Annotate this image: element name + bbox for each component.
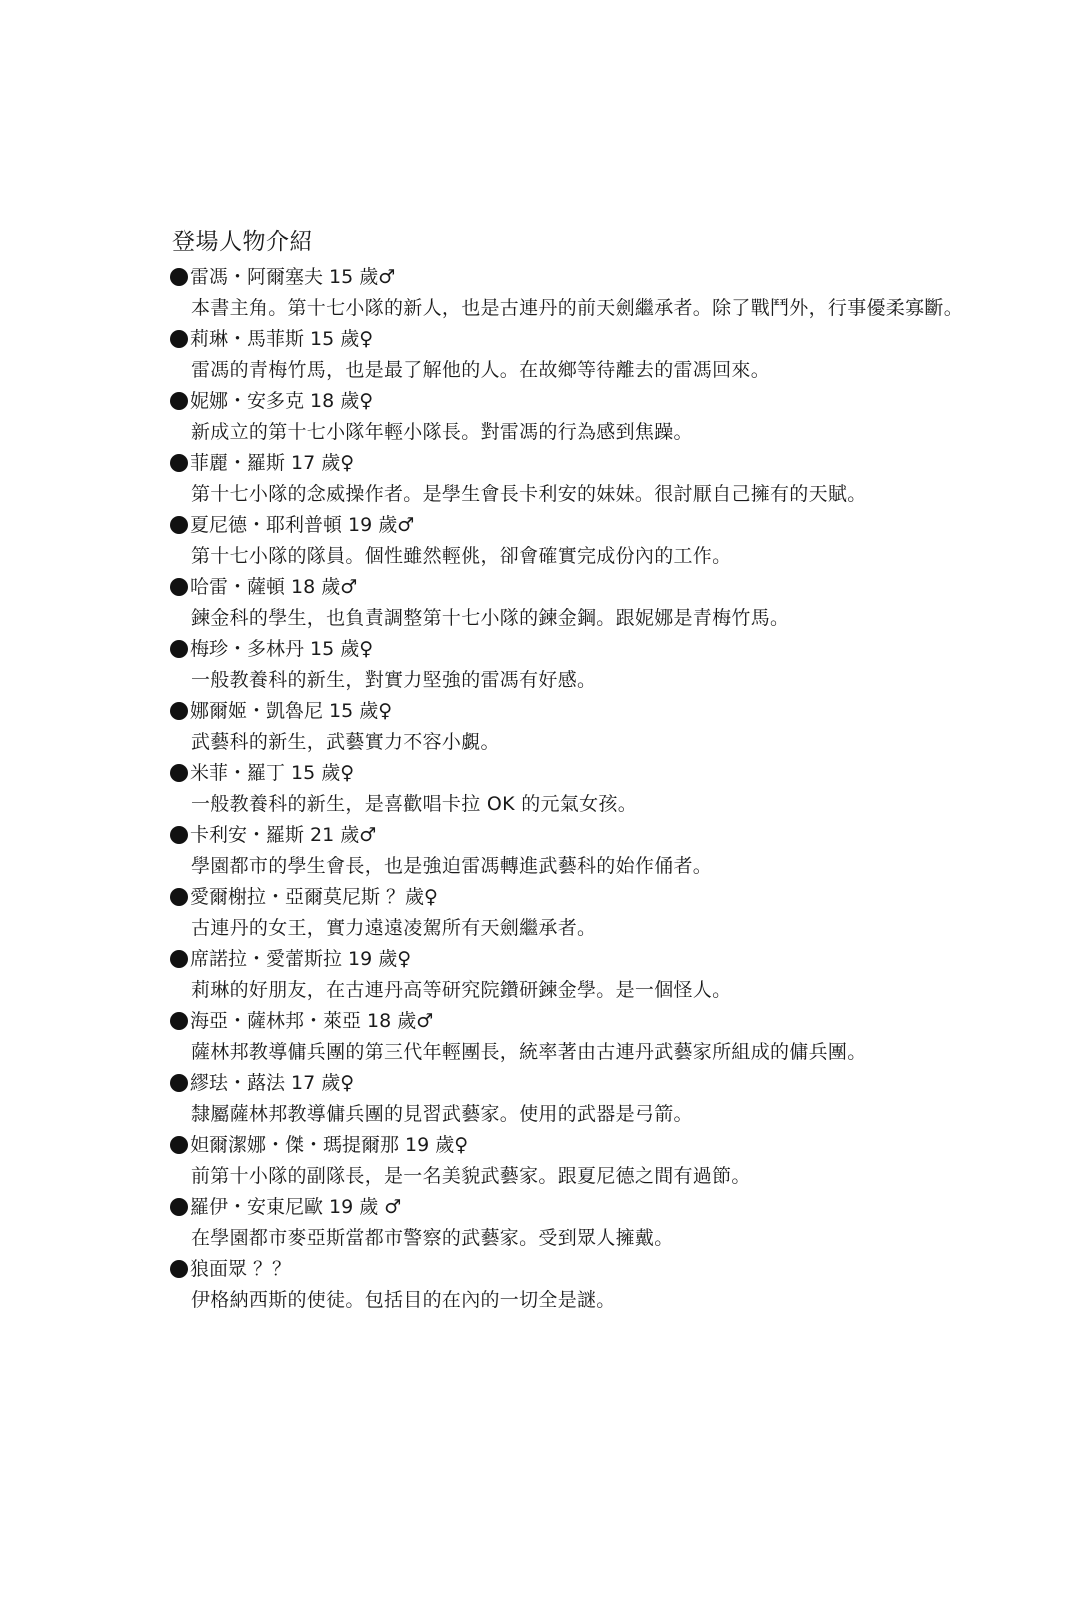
character-heading [170, 882, 970, 913]
character-description: 一般教養科的新生，是喜歡唱卡拉 OK 的元氣女孩。 [191, 793, 637, 815]
character-entry [170, 448, 970, 510]
character-description: 鍊金科的學生，也負責調整第十七小隊的鍊金鋼。跟妮娜是青梅竹馬。 [191, 607, 790, 629]
bullet-icon [170, 330, 188, 348]
bullet-icon [170, 268, 188, 286]
character-name: 夏尼德・耶利普頓 19 歲♂ [190, 514, 415, 536]
character-entry [170, 1068, 970, 1130]
character-heading [170, 1130, 970, 1161]
bullet-icon [170, 640, 188, 658]
character-name: 狼面眾 ？？ [190, 1258, 292, 1280]
character-entry [170, 882, 970, 944]
character-list [170, 262, 970, 1316]
character-description: 第十七小隊的隊員。個性雖然輕佻，卻會確實完成份內的工作。 [191, 545, 732, 567]
character-heading [170, 1068, 970, 1099]
character-entry [170, 758, 970, 820]
character-heading [170, 758, 970, 789]
character-description: 第十七小隊的念威操作者。是學生會長卡利安的妹妹。很討厭自己擁有的天賦。 [191, 483, 867, 505]
character-heading [170, 572, 970, 603]
character-description: 新成立的第十七小隊年輕小隊長。對雷馮的行為感到焦躁。 [191, 421, 693, 443]
character-name: 莉琳・馬菲斯 15 歲♀ [190, 328, 374, 350]
character-heading [170, 324, 970, 355]
character-name: 繆珐・蕗法 17 歲♀ [190, 1072, 355, 1094]
bullet-icon [170, 1136, 188, 1154]
character-name: 米菲・羅丁 15 歲♀ [190, 762, 355, 784]
character-heading [170, 1006, 970, 1037]
bullet-icon [170, 392, 188, 410]
character-heading [170, 386, 970, 417]
character-entry [170, 1254, 970, 1316]
character-description: 薩林邦教導傭兵團的第三代年輕團長，統率著由古連丹武藝家所組成的傭兵團。 [191, 1041, 867, 1063]
character-entry [170, 696, 970, 758]
character-description: 隸屬薩林邦教導傭兵團的見習武藝家。使用的武器是弓箭。 [191, 1103, 693, 1125]
character-name: 雷馮・阿爾塞夫 15 歲♂ [190, 266, 396, 288]
character-entry [170, 572, 970, 634]
character-heading [170, 448, 970, 479]
character-description: 莉琳的好朋友，在古連丹高等研究院鑽研鍊金學。是一個怪人。 [191, 979, 732, 1001]
character-heading [170, 634, 970, 665]
character-heading [170, 944, 970, 975]
bullet-icon [170, 1260, 188, 1278]
character-description: 本書主角。第十七小隊的新人，也是古連丹的前天劍繼承者。除了戰鬥外，行事優柔寡斷。 [191, 297, 964, 319]
character-description: 雷馮的青梅竹馬，也是最了解他的人。在故鄉等待離去的雷馮回來。 [191, 359, 771, 381]
character-name: 梅珍・多林丹 15 歲♀ [190, 638, 374, 660]
character-description: 學園都市的學生會長，也是強迫雷馮轉進武藝科的始作俑者。 [191, 855, 713, 877]
character-description: 古連丹的女王，實力遠遠凌駕所有天劍繼承者。 [191, 917, 597, 939]
character-entry [170, 820, 970, 882]
character-description: 前第十小隊的副隊長，是一名美貌武藝家。跟夏尼德之間有過節。 [191, 1165, 751, 1187]
character-heading [170, 510, 970, 541]
character-name: 娜爾姬・凱魯尼 15 歲♀ [190, 700, 393, 722]
bullet-icon [170, 1198, 188, 1216]
bullet-icon [170, 950, 188, 968]
bullet-icon [170, 578, 188, 596]
character-heading [170, 1192, 970, 1223]
character-name: 羅伊・安東尼歐 19 歲 ♂ [190, 1196, 402, 1218]
character-heading [170, 262, 970, 293]
character-description: 武藝科的新生，武藝實力不容小覷。 [191, 731, 500, 753]
character-name: 海亞・薩林邦・萊亞 18 歲♂ [190, 1010, 434, 1032]
character-heading [170, 820, 970, 851]
character-description: 伊格納西斯的使徒。包括目的在內的一切全是謎。 [191, 1289, 616, 1311]
character-entry [170, 944, 970, 1006]
bullet-icon [170, 764, 188, 782]
character-entry [170, 1130, 970, 1192]
character-entry [170, 634, 970, 696]
character-entry [170, 510, 970, 572]
bullet-icon [170, 702, 188, 720]
character-name: 妲爾潔娜・傑・瑪提爾那 19 歲♀ [190, 1134, 469, 1156]
character-entry [170, 386, 970, 448]
bullet-icon [170, 454, 188, 472]
character-entry [170, 1006, 970, 1068]
bullet-icon [170, 516, 188, 534]
character-name: 愛爾榭拉・亞爾莫尼斯 ？歲♀ [190, 886, 438, 908]
character-entry [170, 262, 970, 324]
character-description: 一般教養科的新生，對實力堅強的雷馮有好感。 [191, 669, 597, 691]
character-entry [170, 1192, 970, 1254]
character-heading [170, 696, 970, 727]
page-title: 登場人物介紹 [172, 229, 313, 255]
character-description: 在學園都市麥亞斯當都市警察的武藝家。受到眾人擁戴。 [191, 1227, 674, 1249]
bullet-icon [170, 888, 188, 906]
character-name: 席諾拉・愛蕾斯拉 19 歲♀ [190, 948, 412, 970]
bullet-icon [170, 826, 188, 844]
character-entry [170, 324, 970, 386]
character-name: 卡利安・羅斯 21 歲♂ [190, 824, 377, 846]
bullet-icon [170, 1012, 188, 1030]
character-name: 妮娜・安多克 18 歲♀ [190, 390, 374, 412]
character-name: 哈雷・薩頓 18 歲♂ [190, 576, 358, 598]
bullet-icon [170, 1074, 188, 1092]
character-heading [170, 1254, 970, 1285]
character-name: 菲麗・羅斯 17 歲♀ [190, 452, 355, 474]
